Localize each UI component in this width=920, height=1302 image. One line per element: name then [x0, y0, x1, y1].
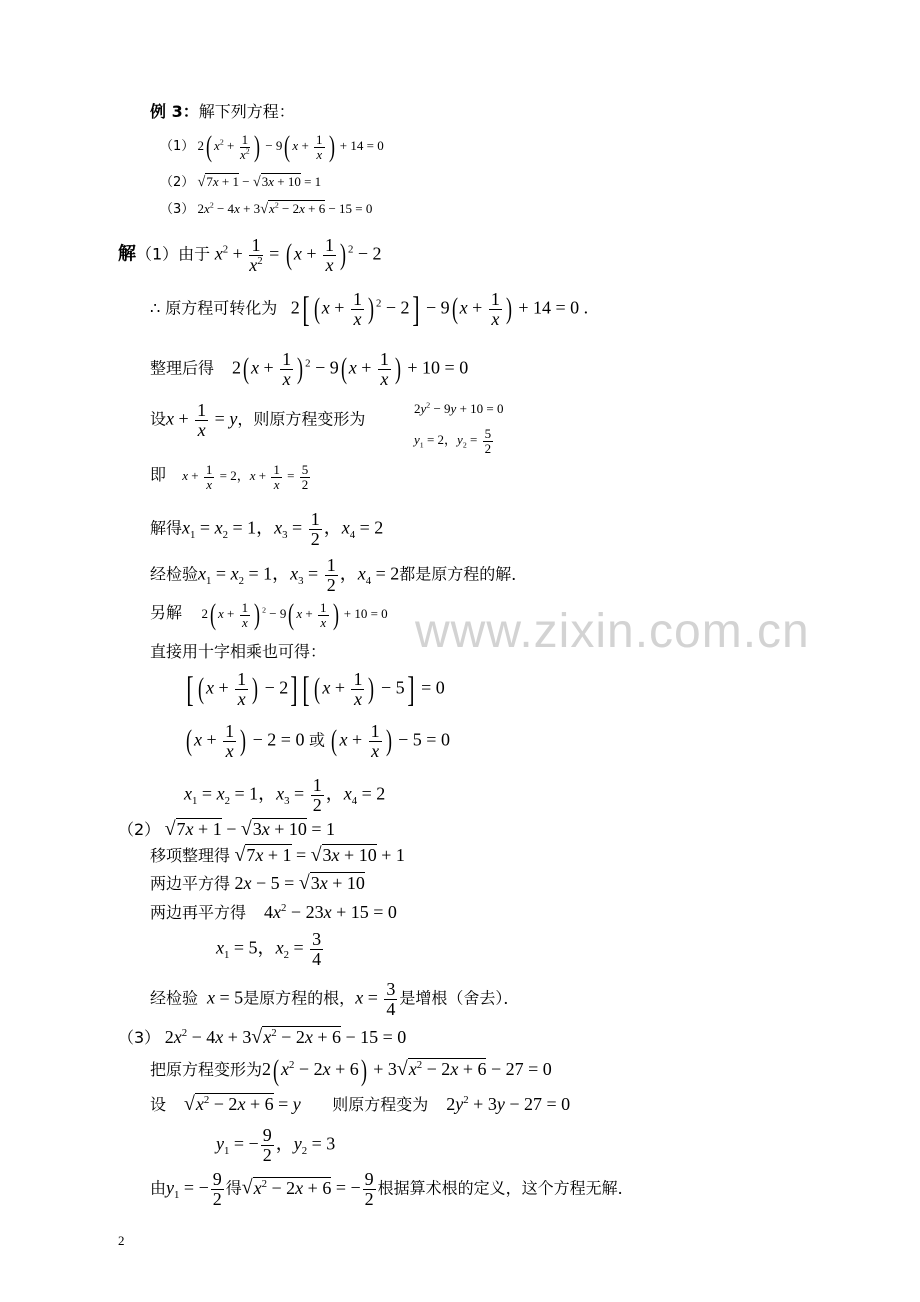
simplify-text: 整理后得 [150, 358, 215, 378]
cross-multiplication-text: 直接用十字相乘也可得： [150, 642, 327, 661]
problem-1: （1） 2( $x^2$ + $\frac{1}{x^2}$ ) − 9( x + $\frac{1}{x}$ ) + 14 = 0 [160, 130, 384, 163]
therefore-text: ∴ 原方程可转化为 [150, 298, 278, 318]
part2-check-text: 经检验 [150, 988, 199, 1008]
from-text: 由 [150, 1178, 167, 1198]
part2-number: （2） [118, 820, 161, 839]
solution-1-check: 经检验$x_1 = x_2 = 1$，$x_3$ = $\frac{1}{2}$ ，$x_4 = 2$都是原方程的解． [150, 555, 528, 595]
transform-text: 把原方程变形为 [150, 1060, 263, 1080]
solution-1-final: $x_1 = x_2 = 1$，$x_3$ = $\frac{1}{2}$ ，$x_4 = 2$ [184, 775, 386, 815]
solution-2-check: 经检验 x = 5是原方程的根，x = $\frac{3}{4}$ 是增根（舍去）． [150, 979, 520, 1019]
solution-1-substitution: 设x + $\frac{1}{x}$ = y，则原方程变形为 [150, 400, 366, 440]
solution-1-simplify: 整理后得 2( x + $\frac{1}{x}$ ) $^2$ − 9( x + $\frac{1}{x}$ ) + 10 = 0 [150, 349, 469, 389]
then-text: 则原方程变为 [332, 1095, 429, 1114]
quadratic-in-y: $2y^2 - 9y + 10 = 0$ [414, 400, 504, 416]
problem-2: （2） √7x + 1 − √3x + 10 = 1 [160, 174, 322, 190]
solve-text: 解得 [150, 518, 183, 538]
problem-2-number: （2） [160, 175, 195, 190]
solution-1-intro-text: （1）由于 [136, 244, 211, 264]
part3-number: （3） [118, 1028, 161, 1047]
solution-3-conclusion: 由$y_1$ = − $\frac{9}{2}$ 得$√x^2 - 2x + 6$ = − $\frac{9}{2}$ 根据算术根的定义，这个方程无解． [150, 1169, 634, 1209]
y-roots: $y_1 = 2$，$y_2$ = $\frac{5}{2}$ [414, 426, 492, 456]
check-end-text: 都是原方程的解． [399, 564, 528, 584]
ie-text: 即 [150, 465, 167, 485]
solution-2-roots: $x_1 = 5$，$x_2$ = $\frac{3}{4}$ [216, 929, 322, 969]
get-text: 得 [225, 1178, 242, 1198]
solution-1-solve: 解得$x_1 = x_2 = 1$，$x_3$ = $\frac{1}{2}$ ，$x_4 = 2$ [150, 509, 384, 549]
solution-1-intro: 解（1）由于 $x^2$ + $\frac{1}{x^2}$ = ( x + $\frac{1}{x}$ ) $^2$ − 2 [118, 235, 382, 275]
solution-2-move: 移项整理得 √7x + 1 = √3x + 10 + 1 [150, 844, 405, 866]
root-text: 是原方程的根， [243, 988, 356, 1008]
set-mid-text: ，则原方程变形为 [237, 409, 366, 429]
solution-2-equation: （2） √7x + 1 − √3x + 10 = 1 [118, 818, 336, 840]
example-prompt: 解下列方程： [198, 102, 295, 121]
square-again-text: 两边再平方得 [150, 903, 247, 922]
page-number: 2 [118, 1233, 125, 1248]
solution-2-square: 两边平方得 2x − 5 = √3x + 10 [150, 872, 365, 894]
problem-1-number: （1） [160, 138, 195, 154]
factor-cases: ( x + $\frac{1}{x}$ ) − 2 = 0 或 ( x + $\frac{1}{x}$ ) − 5 = 0 [186, 721, 450, 761]
conclusion-text: 根据算术根的定义，这个方程无解． [377, 1178, 634, 1198]
problem-3: （3） $2x^2 - 4x + 3√x^2 - 2x + 6 - 15 = 0$ [160, 200, 373, 217]
set-text: 设 [150, 409, 167, 429]
solution-1-ie: 即 x + $\frac{1}{x}$ = 2，x + $\frac{1}{x}$ = $\frac{5}{2}$ [150, 462, 309, 492]
problem-3-number: （3） [160, 202, 195, 217]
solution-3-equation: （3） $2x^2 - 4x + 3√x^2 - 2x + 6 - 15 = 0$ [118, 1026, 407, 1048]
example-header [150, 104, 295, 120]
solution-3-roots: $y_1$ = − $\frac{9}{2}$ ，$y_2 = 3$ [216, 1125, 336, 1165]
solution-3-transform: 把原方程变形为2( $x^2 - 2x + 6) + 3√x^2 - 2x + 6 - 27 = 0$ [150, 1054, 552, 1087]
check-text: 经检验 [150, 564, 199, 584]
solution-1-transform: ∴ 原方程可转化为 2[ ( x + $\frac{1}{x}$ ) $^2$ − 2] − 9( x + $\frac{1}{x}$ ) + 14 = 0 . [150, 289, 589, 330]
solution-3-substitution: 设 $√x^2 - 2x + 6 = y$ 则原方程变为 $2y^2 + 3y - 27 = 0$ [150, 1093, 571, 1115]
example-title: 例 3： [150, 102, 199, 121]
alt-text: 另解 [150, 602, 183, 622]
solution-2-square-again: 两边再平方得 $4x^2 - 23x + 15 = 0$ [150, 902, 397, 922]
move-text: 移项整理得 [150, 846, 231, 865]
solution-label: 解 [118, 243, 136, 265]
square-text: 两边平方得 [150, 874, 231, 893]
part3-set-text: 设 [150, 1095, 167, 1114]
or-text: 或 [308, 730, 325, 750]
alternative-solution: 另解 2( x + $\frac{1}{x}$ ) $^2$ − 9( x + $\frac{1}{x}$ ) + 10 = 0 [150, 598, 388, 631]
extraneous-text: 是增根（舍去）． [399, 988, 520, 1008]
watermark: www.zixin.com.cn [415, 605, 810, 658]
factored-equation: [ ( x + $\frac{1}{x}$ ) − 2] [ ( x + $\frac{1}{x}$ ) − 5] = 0 [186, 669, 445, 710]
